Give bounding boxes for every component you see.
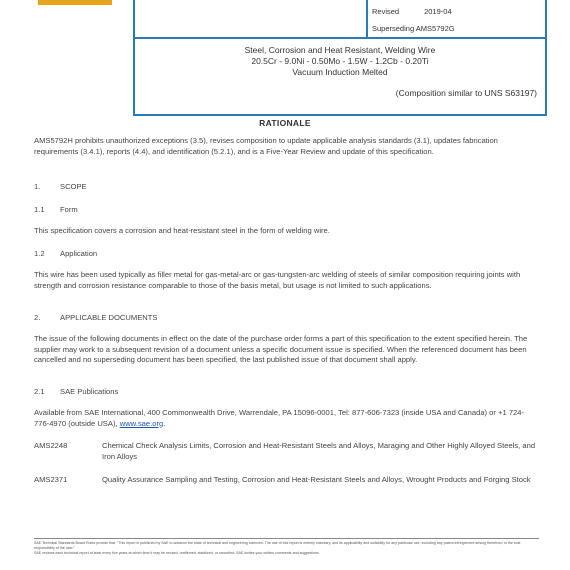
revised-date: 2019-04 [424, 7, 452, 16]
section-title: Application [60, 249, 98, 258]
reference-description: Chemical Check Analysis Limits, Corrosion and Heat-Resistant Steels and Alloys, Maraging and Other Highly Alloyed Steels, and Iron Alloys [102, 441, 536, 461]
section-2-1-text [34, 408, 539, 429]
section-number: 2. [34, 313, 41, 322]
revised-label: Revised [372, 7, 400, 16]
superseding-label: Superseding [372, 24, 415, 33]
footer-notice [34, 541, 539, 556]
sentence-end: . [163, 418, 166, 428]
document-header [133, 0, 547, 116]
header-divider-vertical [366, 0, 368, 37]
rationale-heading: RATIONALE [259, 118, 311, 128]
sae-website-link[interactable]: www.sae.org [119, 418, 164, 428]
reference-code: AMS2371 [34, 475, 68, 484]
section-1-2-heading [34, 249, 97, 258]
section-number: 1.1 [34, 205, 45, 214]
section-2-heading [34, 313, 157, 322]
section-number: 1. [34, 182, 41, 191]
revised-row [372, 7, 452, 16]
rationale-text: AMS5792H prohibits unauthorized exceptions (3.5), revises composition to update applicable analysis standards (3.1), updates fabrication requirements (3.4.1), reports (4.4), and identification (5.2.1), and is a Five-Year Review and update of this specification. [34, 136, 498, 156]
section-title: Form [60, 205, 78, 214]
footer-divider [34, 538, 539, 539]
composition-note: (Composition similar to UNS S63197) [395, 88, 537, 98]
sae-logo [38, 0, 112, 5]
superseding-value: AMS5792G [415, 24, 455, 33]
section-number: 1.2 [34, 249, 45, 258]
superseding-row [372, 24, 455, 33]
section-number: 2.1 [34, 387, 45, 396]
header-divider-horizontal [135, 37, 545, 39]
reference-description: Quality Assurance Sampling and Testing, Corrosion and Heat-Resistant Steels and Alloys, Wrought Products and Forging Stock [102, 475, 531, 484]
publisher-address: Available from SAE International, 400 Commonwealth Drive, Warrendale, PA 15096-0001, Tel: 877-606-7323 (inside USA and Canada) or +1 724-776-4970 (outside USA), [34, 408, 525, 428]
section-1-1-text: This specification covers a corrosion and heat-resistant steel in the form of welding wire. [34, 226, 330, 235]
section-title: APPLICABLE DOCUMENTS [60, 313, 158, 322]
footer-line: SAE Technical Standards Board Rules provide that: "This report is published by SAE to advance the state of technical and engineering sciences. The use of this report is entirely voluntary, and its applicability and suitability for any particular use, including any patent infringement arising therefrom, is the sole responsibility of the user." [34, 541, 521, 550]
section-2-1-heading [34, 387, 118, 396]
document-title [135, 45, 545, 78]
title-line: Vacuum Induction Melted [292, 67, 388, 77]
section-title: SCOPE [60, 182, 87, 191]
title-line: Steel, Corrosion and Heat Resistant, Welding Wire [244, 45, 436, 55]
section-1-1-heading [34, 205, 78, 214]
section-title: SAE Publications [60, 387, 119, 396]
section-2-text: The issue of the following documents in effect on the date of the purchase order forms a part of this specification to the extent specified herein. The supplier may work to a subsequent revision of a document unless a specific document issue is specified. When the referenced document has been cancelled and no superseding document has been specified, the last published issue of that document shall apply. [34, 334, 528, 364]
title-line: 20.5Cr - 9.0Ni - 0.50Mo - 1.5W - 1.2Cb - 0.20Ti [251, 56, 429, 66]
reference-code: AMS2248 [34, 441, 68, 450]
footer-line: SAE reviews each technical report at least every five years at which time it may be revised, reaffirmed, stabilized, or cancelled. SAE invites your written comments and suggestions. [34, 551, 320, 555]
section-1-2-text: This wire has been used typically as filler metal for gas-metal-arc or gas-tungsten-arc welding of steels of similar composition requiring joints with strength and corrosion resistance comparable to those of the basis metal, but usage is not limited to such applications. [34, 270, 521, 290]
section-1-heading [34, 182, 87, 191]
